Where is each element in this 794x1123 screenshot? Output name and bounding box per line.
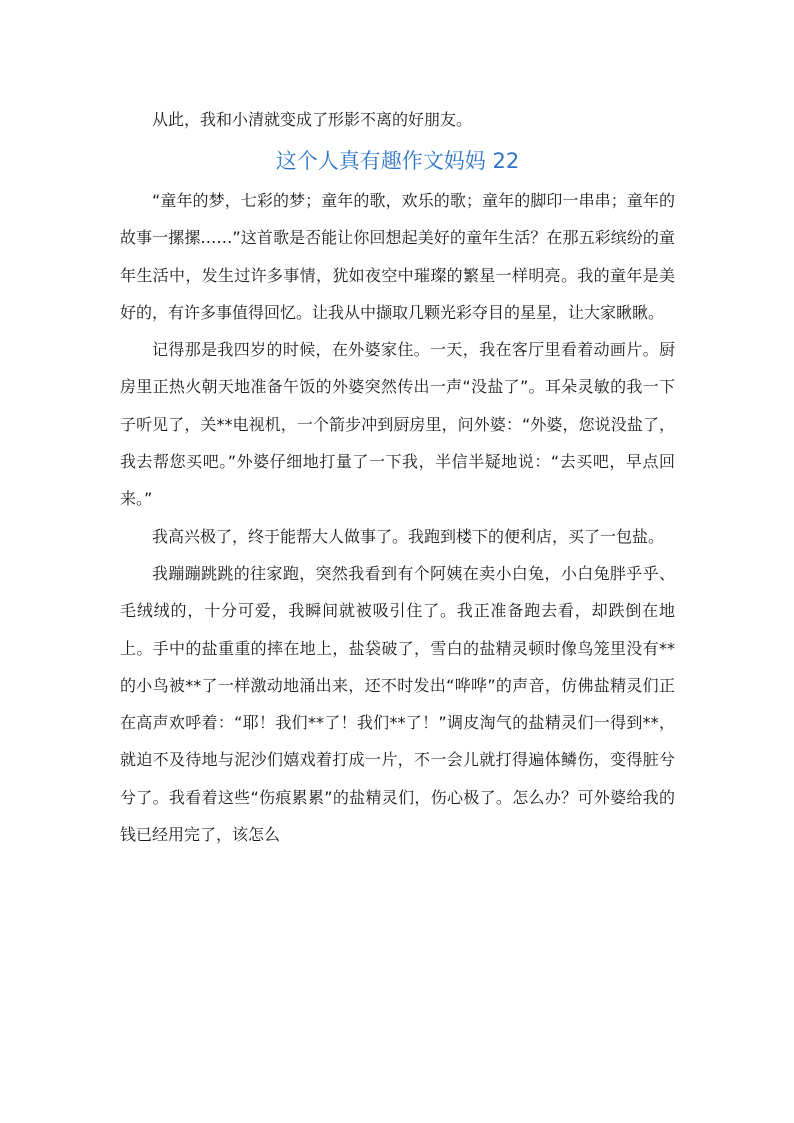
article-body (120, 182, 675, 853)
paragraph-4: 我蹦蹦跳跳的往家跑，突然我看到有个阿姨在卖小白兔，小白兔胖乎乎、毛绒绒的，十分可爱，我瞬间就被吸引住了。我正准备跑去看，却跌倒在地上。手中的盐重重的摔在地上，盐袋破了，雪白的盐精灵顿时像鸟笼里没有**的小鸟被**了一样激动地涌出来，还不时发出“哗哗”的声音，仿佛盐精灵们正在高声欢呼着：“耶！我们**了！我们**了！”调皮淘气的盐精灵们一得到**，就迫不及待地与泥沙们嬉戏着打成一片，不一会儿就打得遍体鳞伤，变得脏兮兮了。我看着这些“伤痕累累”的盐精灵们，伤心极了。怎么办？可外婆给我的钱已经用完了，该怎么 (120, 563, 675, 845)
paragraph-1: “童年的梦，七彩的梦；童年的歌，欢乐的歌；童年的脚印一串串；童年的故事一摞摞……”这首歌是否能让你回想起美好的童年生活？在那五彩缤纷的童年生活中，发生过许多事情，犹如夜空中璀璨的繁星一样明亮。我的童年是美好的，有许多事值得回忆。让我从中撷取几颗光彩夺目的星星，让大家瞅瞅。 (120, 191, 675, 322)
paragraph-3: 我高兴极了，终于能帮大人做事了。我跑到楼下的便利店，买了一包盐。 (152, 526, 665, 546)
intro-paragraph: 从此，我和小清就变成了形影不离的好朋友。 (152, 110, 473, 129)
article-title: 这个人真有趣作文妈妈 22 (275, 149, 520, 173)
paragraph-2: 记得那是我四岁的时候，在外婆家住。一天，我在客厅里看着动画片。厨房里正热火朝天地准备午饭的外婆突然传出一声“没盐了”。耳朵灵敏的我一下子听见了，关**电视机，一个箭步冲到厨房里，问外婆：“外婆，您说没盐了，我去帮您买吧。”外婆仔细地打量了一下我，半信半疑地说：“去买吧，早点回来。” (120, 340, 675, 509)
